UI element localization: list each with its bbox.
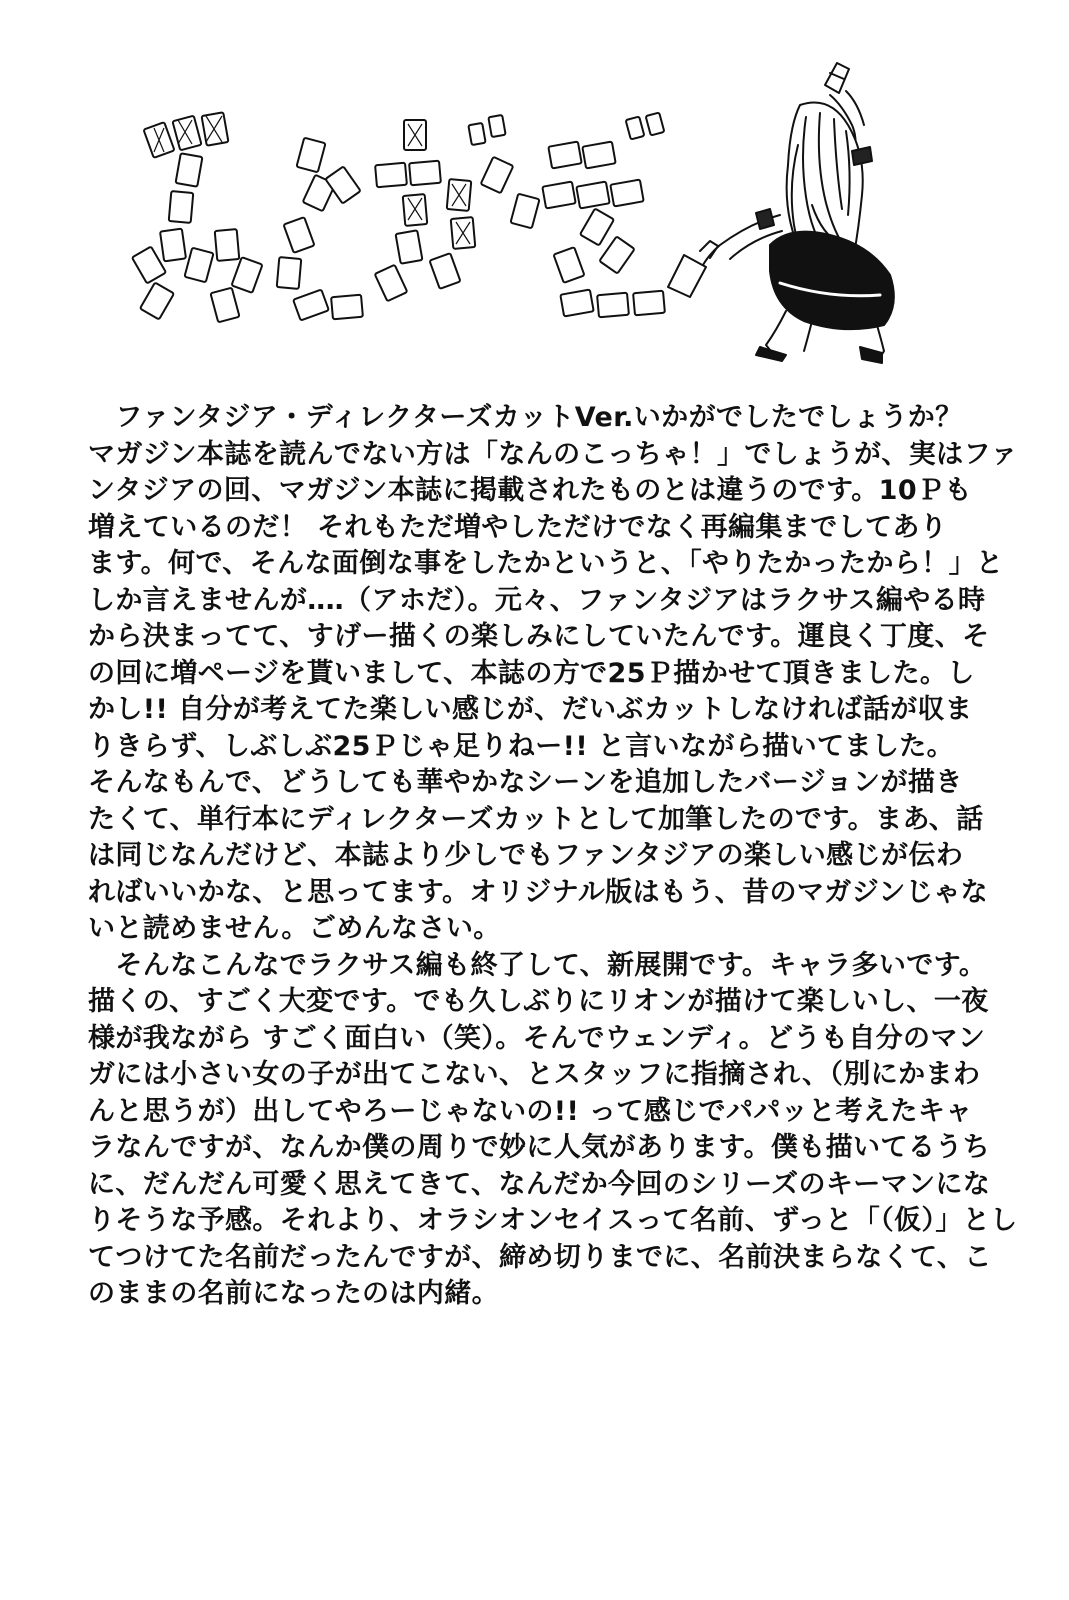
- text-line: そんなもんで、どうしても華やかなシーンを追加したバージョンが描き: [88, 767, 963, 798]
- text-line: りそうな予感。それより、オラシオンセイスって名前、ずっと「（仮）」とし: [88, 1205, 1018, 1236]
- text-line: の回に増ページを貰いまして、本誌の方で25Ｐ描かせて頂きました。し: [88, 657, 975, 689]
- text-line: んと思うが）出してやろーじゃないの!! って感じでパパッと考えたキャ: [88, 1095, 973, 1127]
- text-line: から決まってて、すげー描くの楽しみにしていたんです。運良く丁度、そ: [88, 621, 990, 652]
- text-line: ンタジアの回、マガジン本誌に掲載されたものとは違うのです。10Ｐも: [88, 475, 972, 506]
- text-line: は同じなんだけど、本誌より少しでもファンタジアの楽しい感じが伝わ: [88, 840, 964, 871]
- text-line: そんなこんなでラクサス編も終了して、新展開です。キャラ多いです。: [88, 949, 987, 981]
- text-line: ます。何で、そんな面倒な事をしたかというと、「やりたかったから！」と: [88, 548, 1004, 579]
- afterword-title-card-lettering: [118, 100, 678, 330]
- text-line: ファンタジア・ディレクターズカットVer.いかがでしたでしょうか？: [88, 402, 963, 433]
- text-line: 様が我ながら すごく面白い（笑）。そんでウェンディ。どうも自分のマン: [88, 1022, 986, 1054]
- text-line: に、だんだん可愛く思えてきて、なんだか今回のシリーズのキーマンにな: [88, 1168, 991, 1200]
- afterword-paragraph-1: [88, 400, 1018, 948]
- title-char-ga: [375, 115, 540, 301]
- title-char-to: [277, 138, 363, 321]
- text-line: 増えているのだ！ それもただ増やしただけでなく再編集までしてあり: [88, 511, 948, 543]
- title-char-a: [132, 112, 262, 322]
- text-line: のままの名前になったのは内緒。: [88, 1278, 499, 1309]
- text-line: たくて、単行本にディレクターズカットとして加筆したのです。まあ、話: [88, 803, 984, 835]
- text-line: りきらず、しぶしぶ25Ｐじゃ足りねー!! と言いながら描いてました。: [88, 730, 955, 762]
- text-line: ラなんですが、なんか僕の周りで妙に人気があります。僕も描いてるうち: [88, 1132, 991, 1163]
- text-line: いと読めません。ごめんなさい。: [88, 913, 501, 944]
- crouching-woman-illustration: [660, 55, 950, 365]
- text-line: かし!! 自分が考えてた楽しい感じが、だいぶカットしなければ話が収ま: [88, 694, 973, 725]
- title-char-ki: [542, 113, 665, 318]
- text-line: マガジン本誌を読んでない方は「なんのこっちゃ！」でしょうが、実はファ: [88, 438, 1018, 470]
- afterword-body-text: [88, 400, 1018, 1313]
- text-line: しか言えませんが‥‥（アホだ）。元々、ファンタジアはラクサス編やる時: [88, 584, 986, 616]
- text-line: ガには小さい女の子が出てこない、とスタッフに指摘され、（別にかまわ: [88, 1059, 981, 1090]
- text-line: ればいいかな、と思ってます。オリジナル版はもう、昔のマガジンじゃな: [88, 876, 989, 908]
- afterword-paragraph-2: [88, 948, 1018, 1313]
- text-line: 描くの、すごく大変です。でも久しぶりにリオンが描けて楽しいし、一夜: [88, 986, 989, 1017]
- text-line: てつけてた名前だったんですが、締め切りまでに、名前決まらなくて、こ: [88, 1241, 992, 1273]
